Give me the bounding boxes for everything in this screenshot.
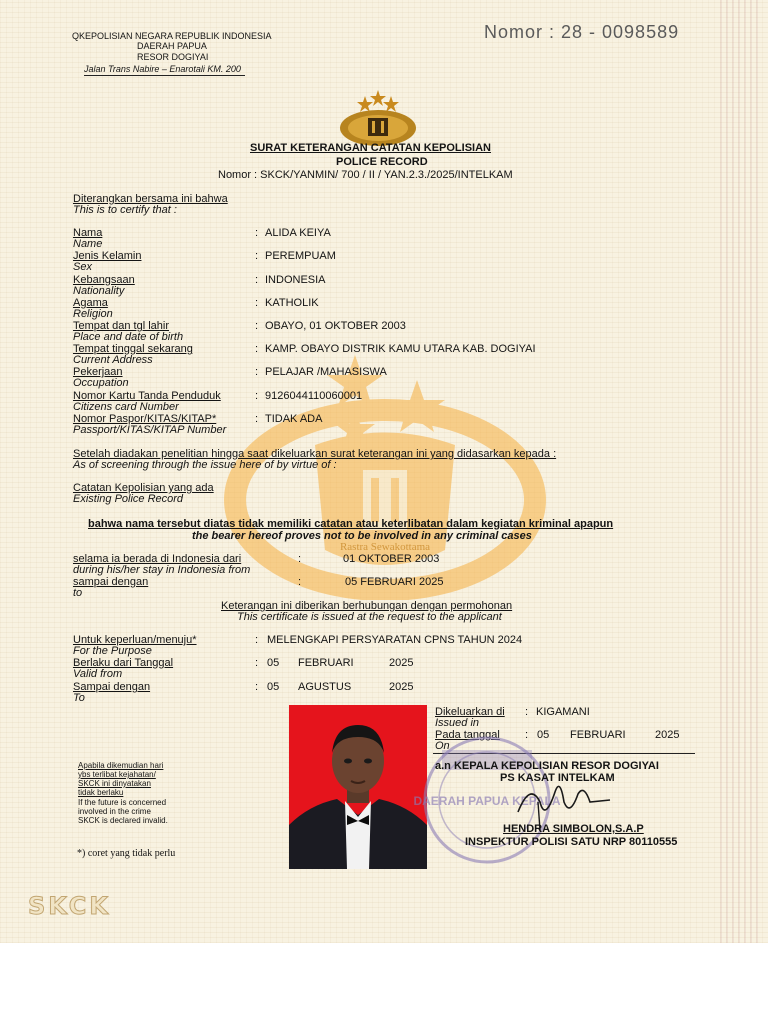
- field-colon: :: [255, 227, 259, 239]
- field-label-id-card: Nomor Kartu Tanda Penduduk: [73, 390, 221, 402]
- purpose-colon: :: [255, 634, 259, 646]
- field-colon: :: [255, 343, 259, 355]
- note-line: SKCK is declared invalid.: [78, 816, 168, 825]
- screening-id: Setelah diadakan penelitian hingga saat dikeluarkan surat keterangan ini yang didasarkan kepada :: [73, 448, 557, 460]
- footnote: *) coret yang tidak perlu: [77, 848, 176, 859]
- valid-from-year: 2025: [389, 657, 414, 669]
- issue-colon: :: [525, 706, 529, 718]
- field-label-nationality: Kebangsaan: [73, 274, 135, 286]
- intro-id: Diterangkan bersama ini bahwa: [73, 193, 228, 205]
- field-value-occupation: PELAJAR /MAHASISWA: [265, 366, 387, 378]
- valid-from-day: 05: [267, 657, 280, 669]
- valid-to-id: Sampai dengan: [73, 681, 151, 693]
- stay-colon: :: [298, 553, 302, 565]
- purpose-id: Untuk keperluan/menuju*: [73, 634, 197, 646]
- stay-colon: :: [298, 576, 302, 588]
- stay-from-value: 01 OKTOBER 2003: [343, 553, 440, 565]
- note-line: tidak berlaku: [78, 788, 124, 797]
- police-emblem-icon: [337, 88, 419, 148]
- screening-en: As of screening through the issue here of by virtue of :: [73, 459, 337, 471]
- issue-date-id: Pada tanggal: [435, 729, 500, 741]
- field-label-occupation: Pekerjaan: [73, 366, 123, 378]
- field-colon: :: [255, 320, 259, 332]
- valid-colon: :: [255, 681, 259, 693]
- purpose-value: MELENGKAPI PERSYARATAN CPNS TAHUN 2024: [267, 634, 523, 646]
- document-title: SURAT KETERANGAN CATATAN KEPOLISIAN: [250, 142, 491, 154]
- note-line: If the future is concerned: [78, 798, 167, 807]
- valid-colon: :: [255, 657, 259, 669]
- valid-to-en: To: [73, 692, 85, 704]
- stay-from-en: during his/her stay in Indonesia from: [73, 564, 251, 576]
- field-label-address: Tempat tinggal sekarang: [73, 343, 193, 355]
- field-label-birth-en: Place and date of birth: [73, 331, 184, 343]
- request-en: This certificate is issued at the request to the applicant: [237, 611, 502, 623]
- document-number: Nomor : 28 - 0098589: [484, 22, 680, 42]
- field-colon: :: [255, 366, 259, 378]
- valid-to-month: AGUSTUS: [298, 681, 352, 693]
- stay-to-en: to: [73, 587, 83, 599]
- purpose-en: For the Purpose: [73, 645, 152, 657]
- record-id: Catatan Kepolisian yang ada: [73, 482, 214, 494]
- field-label-occupation-en: Occupation: [73, 377, 129, 389]
- signatory-line-1: a.n KEPALA KEPOLISIAN RESOR DOGIYAI: [435, 760, 659, 772]
- skck-logo: SKCK: [28, 892, 112, 920]
- valid-to-year: 2025: [389, 681, 414, 693]
- valid-from-month: FEBRUARI: [298, 657, 354, 669]
- valid-from-en: Valid from: [73, 668, 123, 680]
- field-colon: :: [255, 390, 259, 402]
- field-value-address: KAMP. OBAYO DISTRIK KAMU UTARA KAB. DOGIYAI: [265, 343, 536, 355]
- issue-date-year: 2025: [655, 729, 680, 741]
- org-line-3: RESOR DOGIYAI: [137, 52, 209, 62]
- field-label-name: Nama: [73, 227, 103, 239]
- reference-number: Nomor : SKCK/YANMIN/ 700 / II / YAN.2.3./2025/INTELKAM: [218, 169, 513, 181]
- issue-date-en: On: [435, 740, 450, 752]
- org-line-2: DAERAH PAPUA: [137, 41, 207, 51]
- statement-id: bahwa nama tersebut diatas tidak memiliki catatan atau keterlibatan dalam kegiatan kriminal apapun: [88, 518, 614, 530]
- field-value-passport: TIDAK ADA: [265, 413, 323, 425]
- field-value-sex: PEREMPUAM: [265, 250, 336, 262]
- issued-in-id: Dikeluarkan di: [435, 706, 505, 718]
- field-value-nationality: INDONESIA: [265, 274, 326, 286]
- document-subtitle: POLICE RECORD: [336, 156, 428, 168]
- portrait-image: [289, 705, 427, 869]
- issued-in-en: Issued in: [435, 717, 480, 729]
- issue-colon: :: [525, 729, 529, 741]
- stay-to-value: 05 FEBRUARI 2025: [345, 576, 444, 588]
- intro-en: This is to certify that :: [73, 204, 177, 216]
- field-label-id-card-en: Citizens card Number: [73, 401, 179, 413]
- field-colon: :: [255, 413, 259, 425]
- field-label-religion-en: Religion: [73, 308, 113, 320]
- signatory-name: HENDRA SIMBOLON,S.A.P: [503, 823, 644, 835]
- field-value-id-card: 9126044110060001: [265, 390, 363, 402]
- request-id: Keterangan ini diberikan berhubungan dengan permohonan: [221, 600, 513, 612]
- stamp-text: DAERAH PAPUA KEPALA: [413, 794, 561, 808]
- org-line-1: QKEPOLISIAN NEGARA REPUBLIK INDONESIA: [72, 31, 272, 41]
- field-label-address-en: Current Address: [73, 354, 153, 366]
- field-colon: :: [255, 274, 259, 286]
- security-pattern-stripe: [720, 0, 760, 943]
- applicant-photo: [289, 705, 427, 869]
- statement-en: the bearer hereof proves not to be involved in any criminal cases: [192, 530, 532, 542]
- field-value-religion: KATHOLIK: [265, 297, 319, 309]
- field-colon: :: [255, 297, 259, 309]
- note-line: ybs terlibat kejahatan/: [78, 770, 156, 779]
- signatory-rank: INSPEKTUR POLISI SATU NRP 80110555: [465, 836, 678, 848]
- field-label-nationality-en: Nationality: [73, 285, 125, 297]
- field-label-birth: Tempat dan tgl lahir: [73, 320, 169, 332]
- valid-to-day: 05: [267, 681, 280, 693]
- note-line: SKCK ini dinyatakan: [78, 779, 151, 788]
- note-line: involved in the crime: [78, 807, 151, 816]
- field-label-passport: Nomor Paspor/KITAS/KITAP*: [73, 413, 217, 425]
- watermark-tagline: Rastra Sewakottama: [339, 541, 431, 553]
- note-line: Apabila dikemudian hari: [78, 761, 164, 770]
- stay-from-id: selama ia berada di Indonesia dari: [73, 553, 242, 565]
- field-value-name: ALIDA KEIYA: [265, 227, 331, 239]
- org-address: Jalan Trans Nabire – Enarotali KM. 200: [84, 64, 245, 76]
- stay-to-id: sampai dengan: [73, 576, 149, 588]
- issue-date-month: FEBRUARI: [570, 729, 626, 741]
- field-label-religion: Agama: [73, 297, 108, 309]
- field-label-passport-en: Passport/KITAS/KITAP Number: [73, 424, 227, 436]
- field-value-birth: OBAYO, 01 OKTOBER 2003: [265, 320, 406, 332]
- field-colon: :: [255, 250, 259, 262]
- field-label-sex-en: Sex: [73, 261, 92, 273]
- issue-date-day: 05: [537, 729, 550, 741]
- field-label-sex: Jenis Kelamin: [73, 250, 142, 262]
- field-label-name-en: Name: [73, 238, 103, 250]
- record-en: Existing Police Record: [73, 493, 184, 505]
- signatory-line-2: PS KASAT INTELKAM: [500, 772, 615, 784]
- valid-from-id: Berlaku dari Tanggal: [73, 657, 174, 669]
- issued-in-value: KIGAMANI: [536, 706, 590, 718]
